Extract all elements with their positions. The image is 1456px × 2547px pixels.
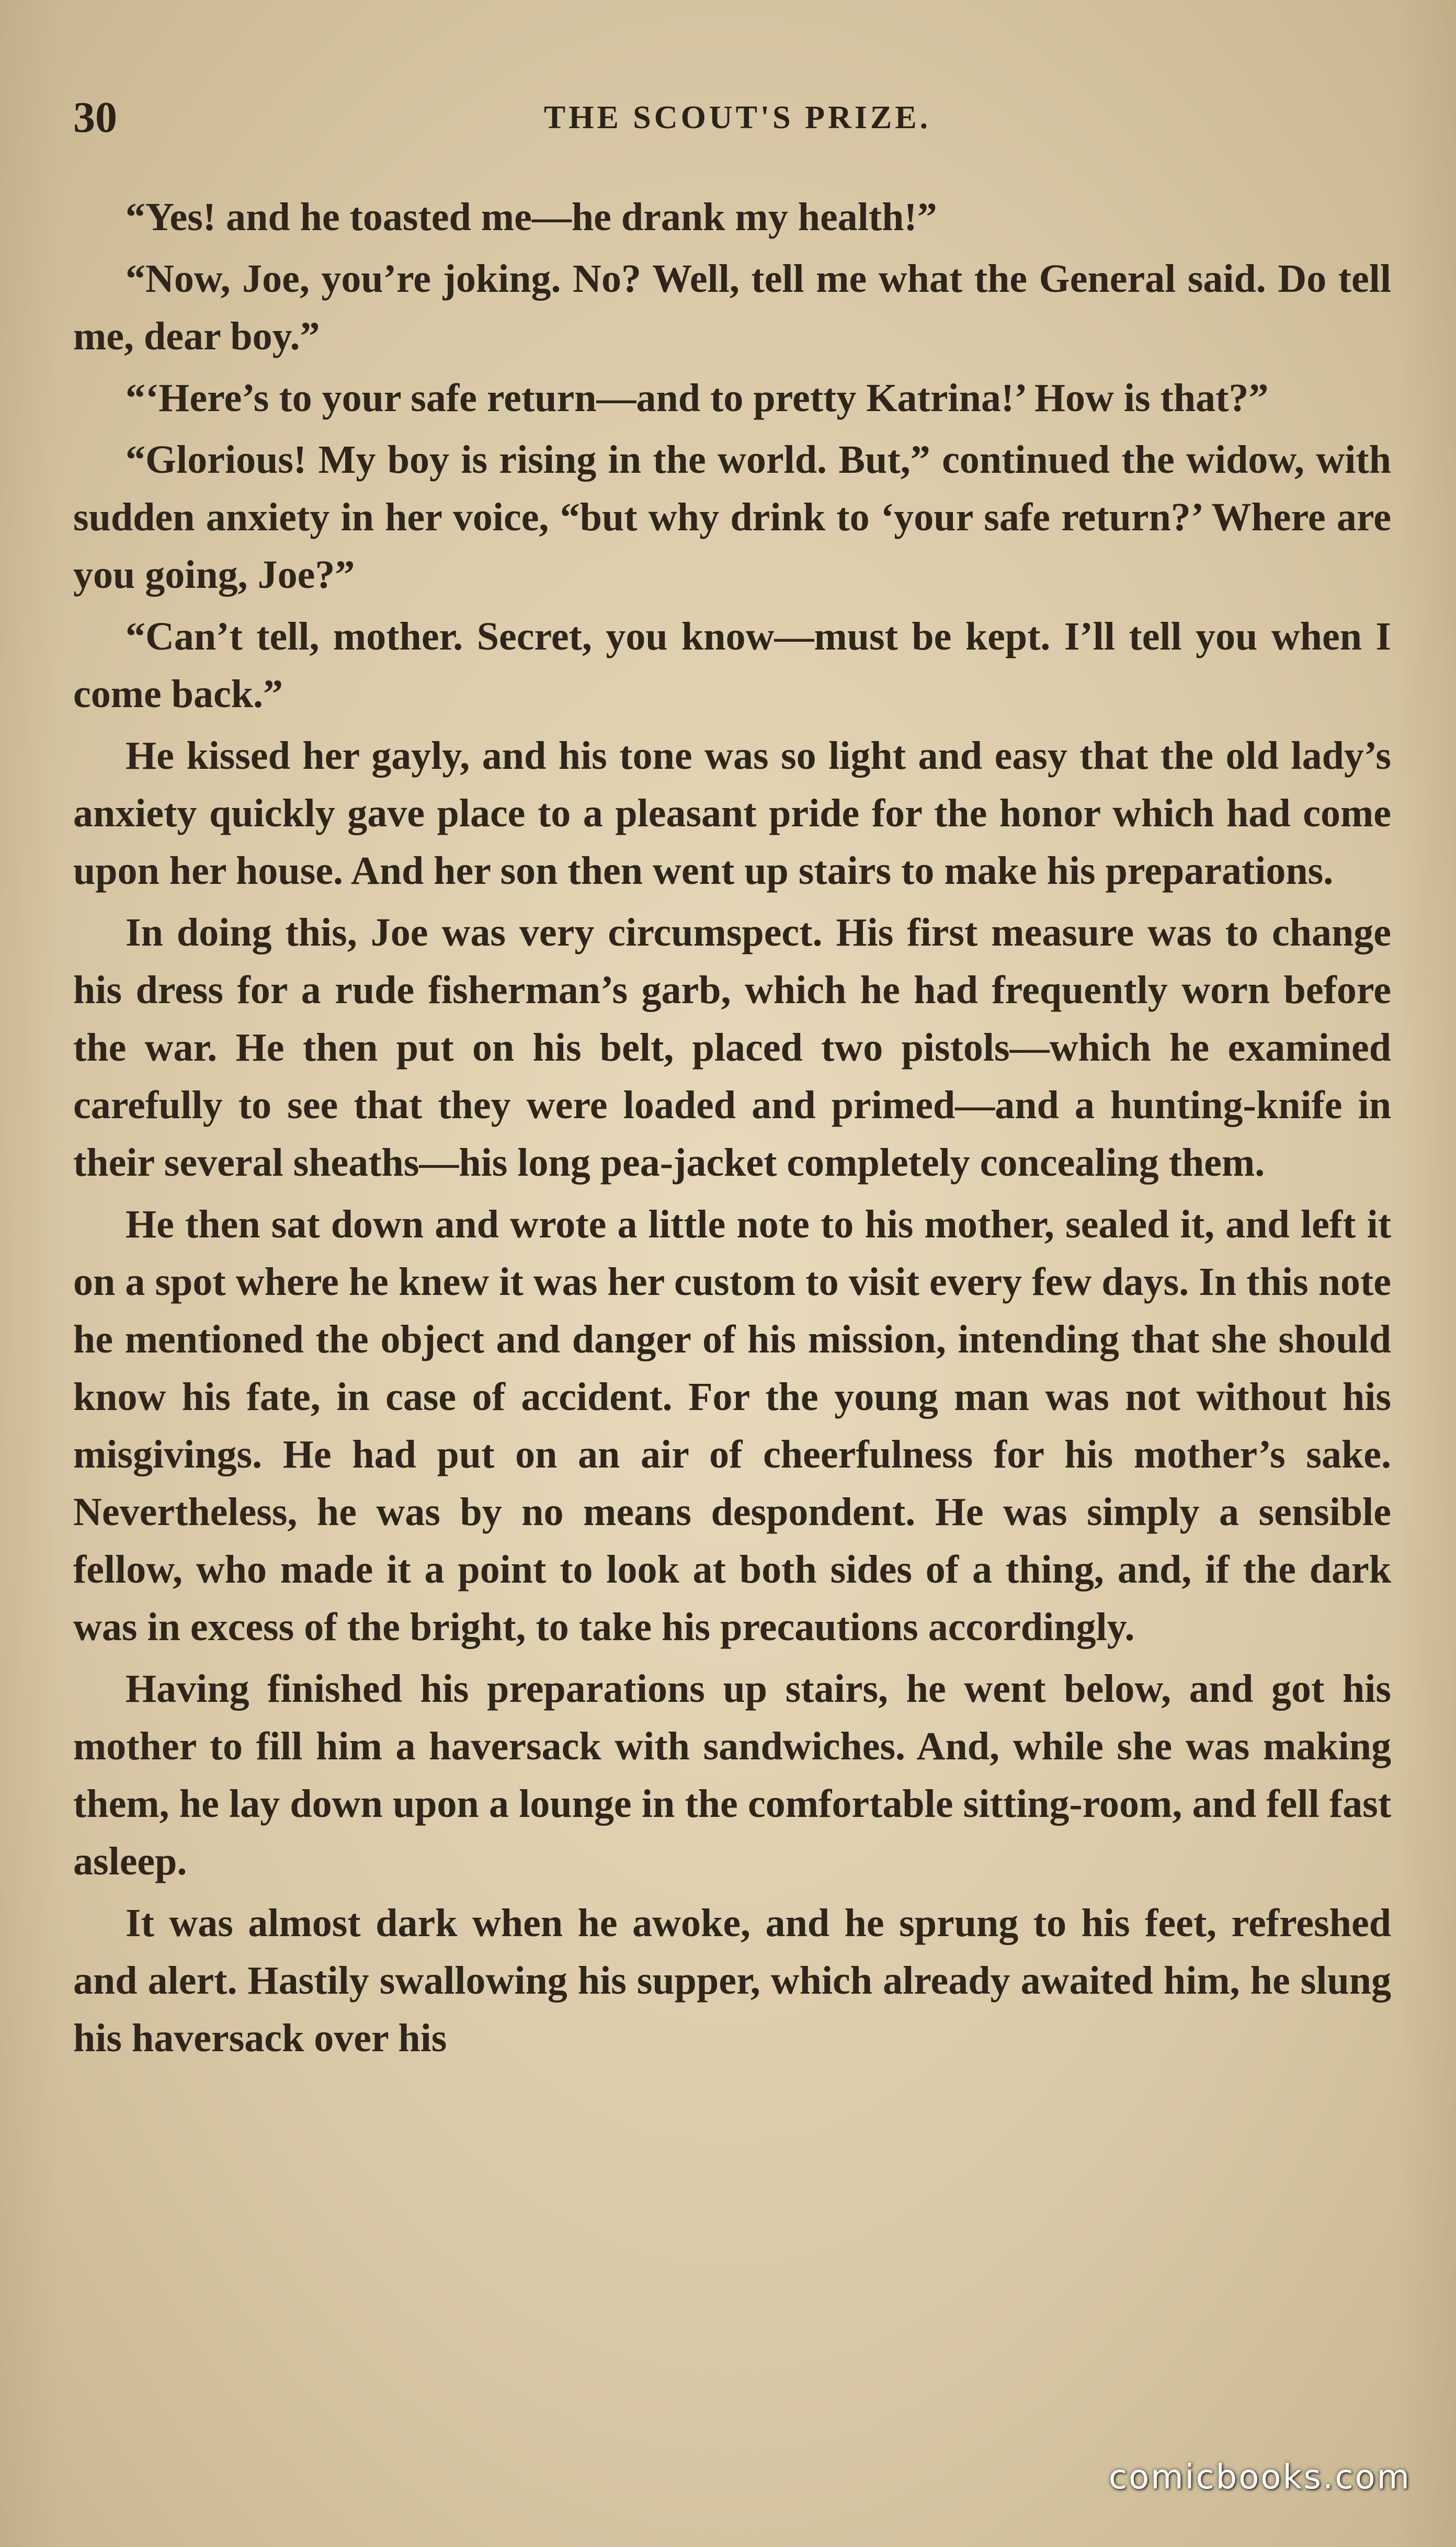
watermark: comicbooks.com [1108,2458,1411,2497]
paragraph: It was almost dark when he awoke, and he sprung to his feet, refreshed and alert. Hastily swallowing his supper, which already awaited him, he slung his haversack over his [73,1901,1391,2060]
body-text [73,188,1391,2071]
paragraph: “‘Here’s to your safe return—and to pretty Katrina!’ How is that?” [126,376,1269,420]
page-number: 30 [73,93,117,142]
page-header [73,89,1402,146]
paragraph: “Now, Joe, you’re joking. No? Well, tell me what the General said. Do tell me, dear boy.” [73,257,1391,358]
paragraph: He then sat down and wrote a little note to his mother, sealed it, and left it on a spot where he knew it was her custom to visit every few days. In this note he mentioned the object and danger of his mission, intending that she should know his fate, in case of accident. For the young man was not without his misgivings. He had put on an air of cheerfulness for his mother’s sake. Nevertheless, he was by no means despondent. He was simply a sensible fellow, who made it a point to look at both sides of a thing, and, if the dark was in excess of the bright, to take his precautions accordingly. [73,1202,1391,1649]
paragraph: Having finished his preparations up stairs, he went below, and got his mother to fill him a haversack with sandwiches. And, while she was making them, he lay down upon a lounge in the comfortable sitting-room, and fell fast asleep. [73,1667,1391,1883]
paragraph: “Yes! and he toasted me—he drank my health!” [126,195,937,239]
paragraph: In doing this, Joe was very circumspect. His first measure was to change his dress for a rude fisherman’s garb, which he had frequently worn before the war. He then put on his belt, placed two pistols—which he examined carefully to see that they were loaded and primed—and a hunting-knife in their several sheaths—his long pea-jacket completely concealing them. [73,911,1391,1185]
running-head: THE SCOUT'S PRIZE. [543,100,931,135]
paragraph: “Can’t tell, mother. Secret, you know—must be kept. I’ll tell you when I come back.” [73,615,1391,716]
paragraph: “Glorious! My boy is rising in the world. But,” continued the widow, with sudden anxiety in her voice, “but why drink to ‘your safe return?’ Where are you going, Joe?” [73,438,1391,597]
paragraph: He kissed her gayly, and his tone was so light and easy that the old lady’s anxiety quickly gave place to a pleasant pride for the honor which had come upon her house. And her son then went up stairs to make his preparations. [73,734,1391,893]
